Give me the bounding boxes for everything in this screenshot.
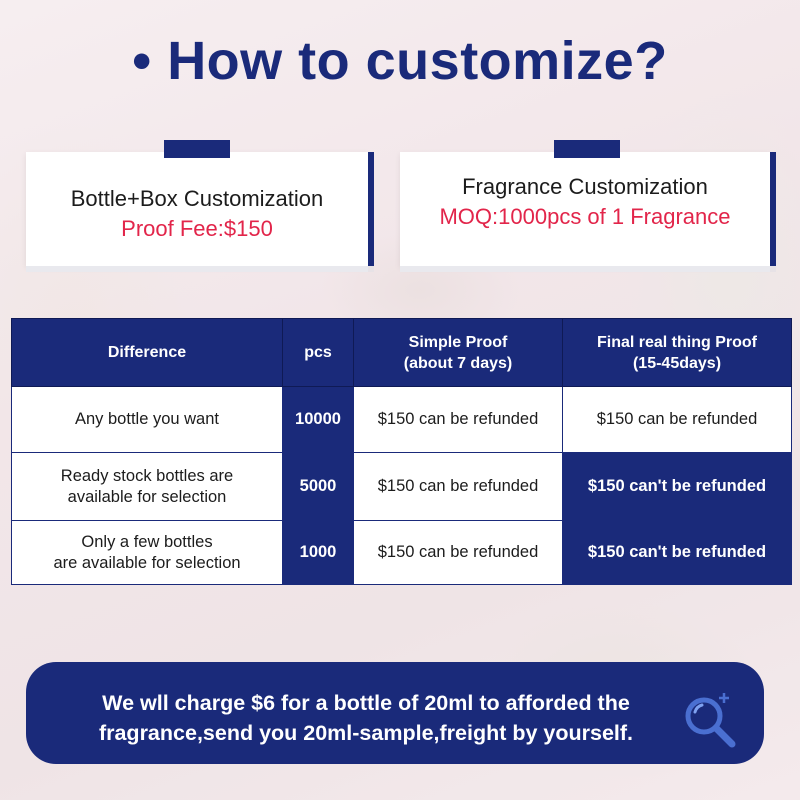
bottle-box-card bbox=[26, 152, 368, 266]
cell-difference bbox=[12, 453, 283, 521]
fragrance-card bbox=[400, 152, 770, 266]
magnify-plus-icon bbox=[678, 690, 742, 754]
proof-table bbox=[11, 318, 792, 585]
header-simple-line2: (about 7 days) bbox=[403, 354, 513, 372]
table-row bbox=[12, 453, 792, 521]
card-title: Fragrance Customization bbox=[462, 174, 708, 199]
difference-line1: Ready stock bottles are bbox=[60, 466, 234, 485]
difference-line2: are available for selection bbox=[53, 553, 241, 572]
banner-text bbox=[56, 688, 676, 748]
card-shadow bbox=[26, 266, 368, 272]
page-title: • How to customize? bbox=[132, 31, 668, 91]
sample-fee-banner bbox=[26, 662, 764, 764]
header-simple-proof bbox=[354, 319, 563, 387]
cell-simple-proof: $150 can be refunded bbox=[354, 387, 563, 453]
difference-line1: Only a few bottles bbox=[81, 532, 213, 551]
card-title: Bottle+Box Customization bbox=[70, 186, 324, 211]
header-difference: Difference bbox=[12, 319, 283, 387]
card-edge bbox=[770, 152, 776, 266]
card-shadow bbox=[400, 266, 770, 272]
cell-pcs: 5000 bbox=[283, 453, 354, 521]
cell-pcs: 10000 bbox=[283, 387, 354, 453]
difference-line1: Any bottle you want bbox=[74, 410, 219, 428]
card-subtitle: MOQ:1000pcs of 1 Fragrance bbox=[439, 204, 731, 229]
difference-line2: available for selection bbox=[67, 487, 227, 506]
header-pcs: pcs bbox=[283, 319, 354, 387]
cell-simple-proof: $150 can be refunded bbox=[354, 453, 563, 521]
banner-line2: fragrance,send you 20ml-sample,freight by yourself. bbox=[98, 721, 634, 745]
card-tab bbox=[164, 140, 230, 158]
table-row bbox=[12, 387, 792, 453]
table-row bbox=[12, 521, 792, 585]
card-tab bbox=[554, 140, 620, 158]
cell-final-proof: $150 can't be refunded bbox=[563, 521, 792, 585]
card-edge bbox=[368, 152, 374, 266]
header-simple-line1: Simple Proof bbox=[408, 333, 508, 351]
header-final-line2: (15-45days) bbox=[632, 354, 722, 372]
cell-difference bbox=[12, 521, 283, 585]
cell-final-proof: $150 can't be refunded bbox=[563, 453, 792, 521]
header-final-proof bbox=[563, 319, 792, 387]
cell-final-proof: $150 can be refunded bbox=[563, 387, 792, 453]
header-final-line1: Final real thing Proof bbox=[596, 333, 757, 351]
cell-simple-proof: $150 can be refunded bbox=[354, 521, 563, 585]
banner-line1: We wll charge $6 for a bottle of 20ml to afforded the bbox=[102, 691, 630, 715]
cell-pcs: 1000 bbox=[283, 521, 354, 585]
card-subtitle: Proof Fee:$150 bbox=[121, 216, 273, 241]
cell-difference bbox=[12, 387, 283, 453]
table-header-row bbox=[12, 319, 792, 387]
